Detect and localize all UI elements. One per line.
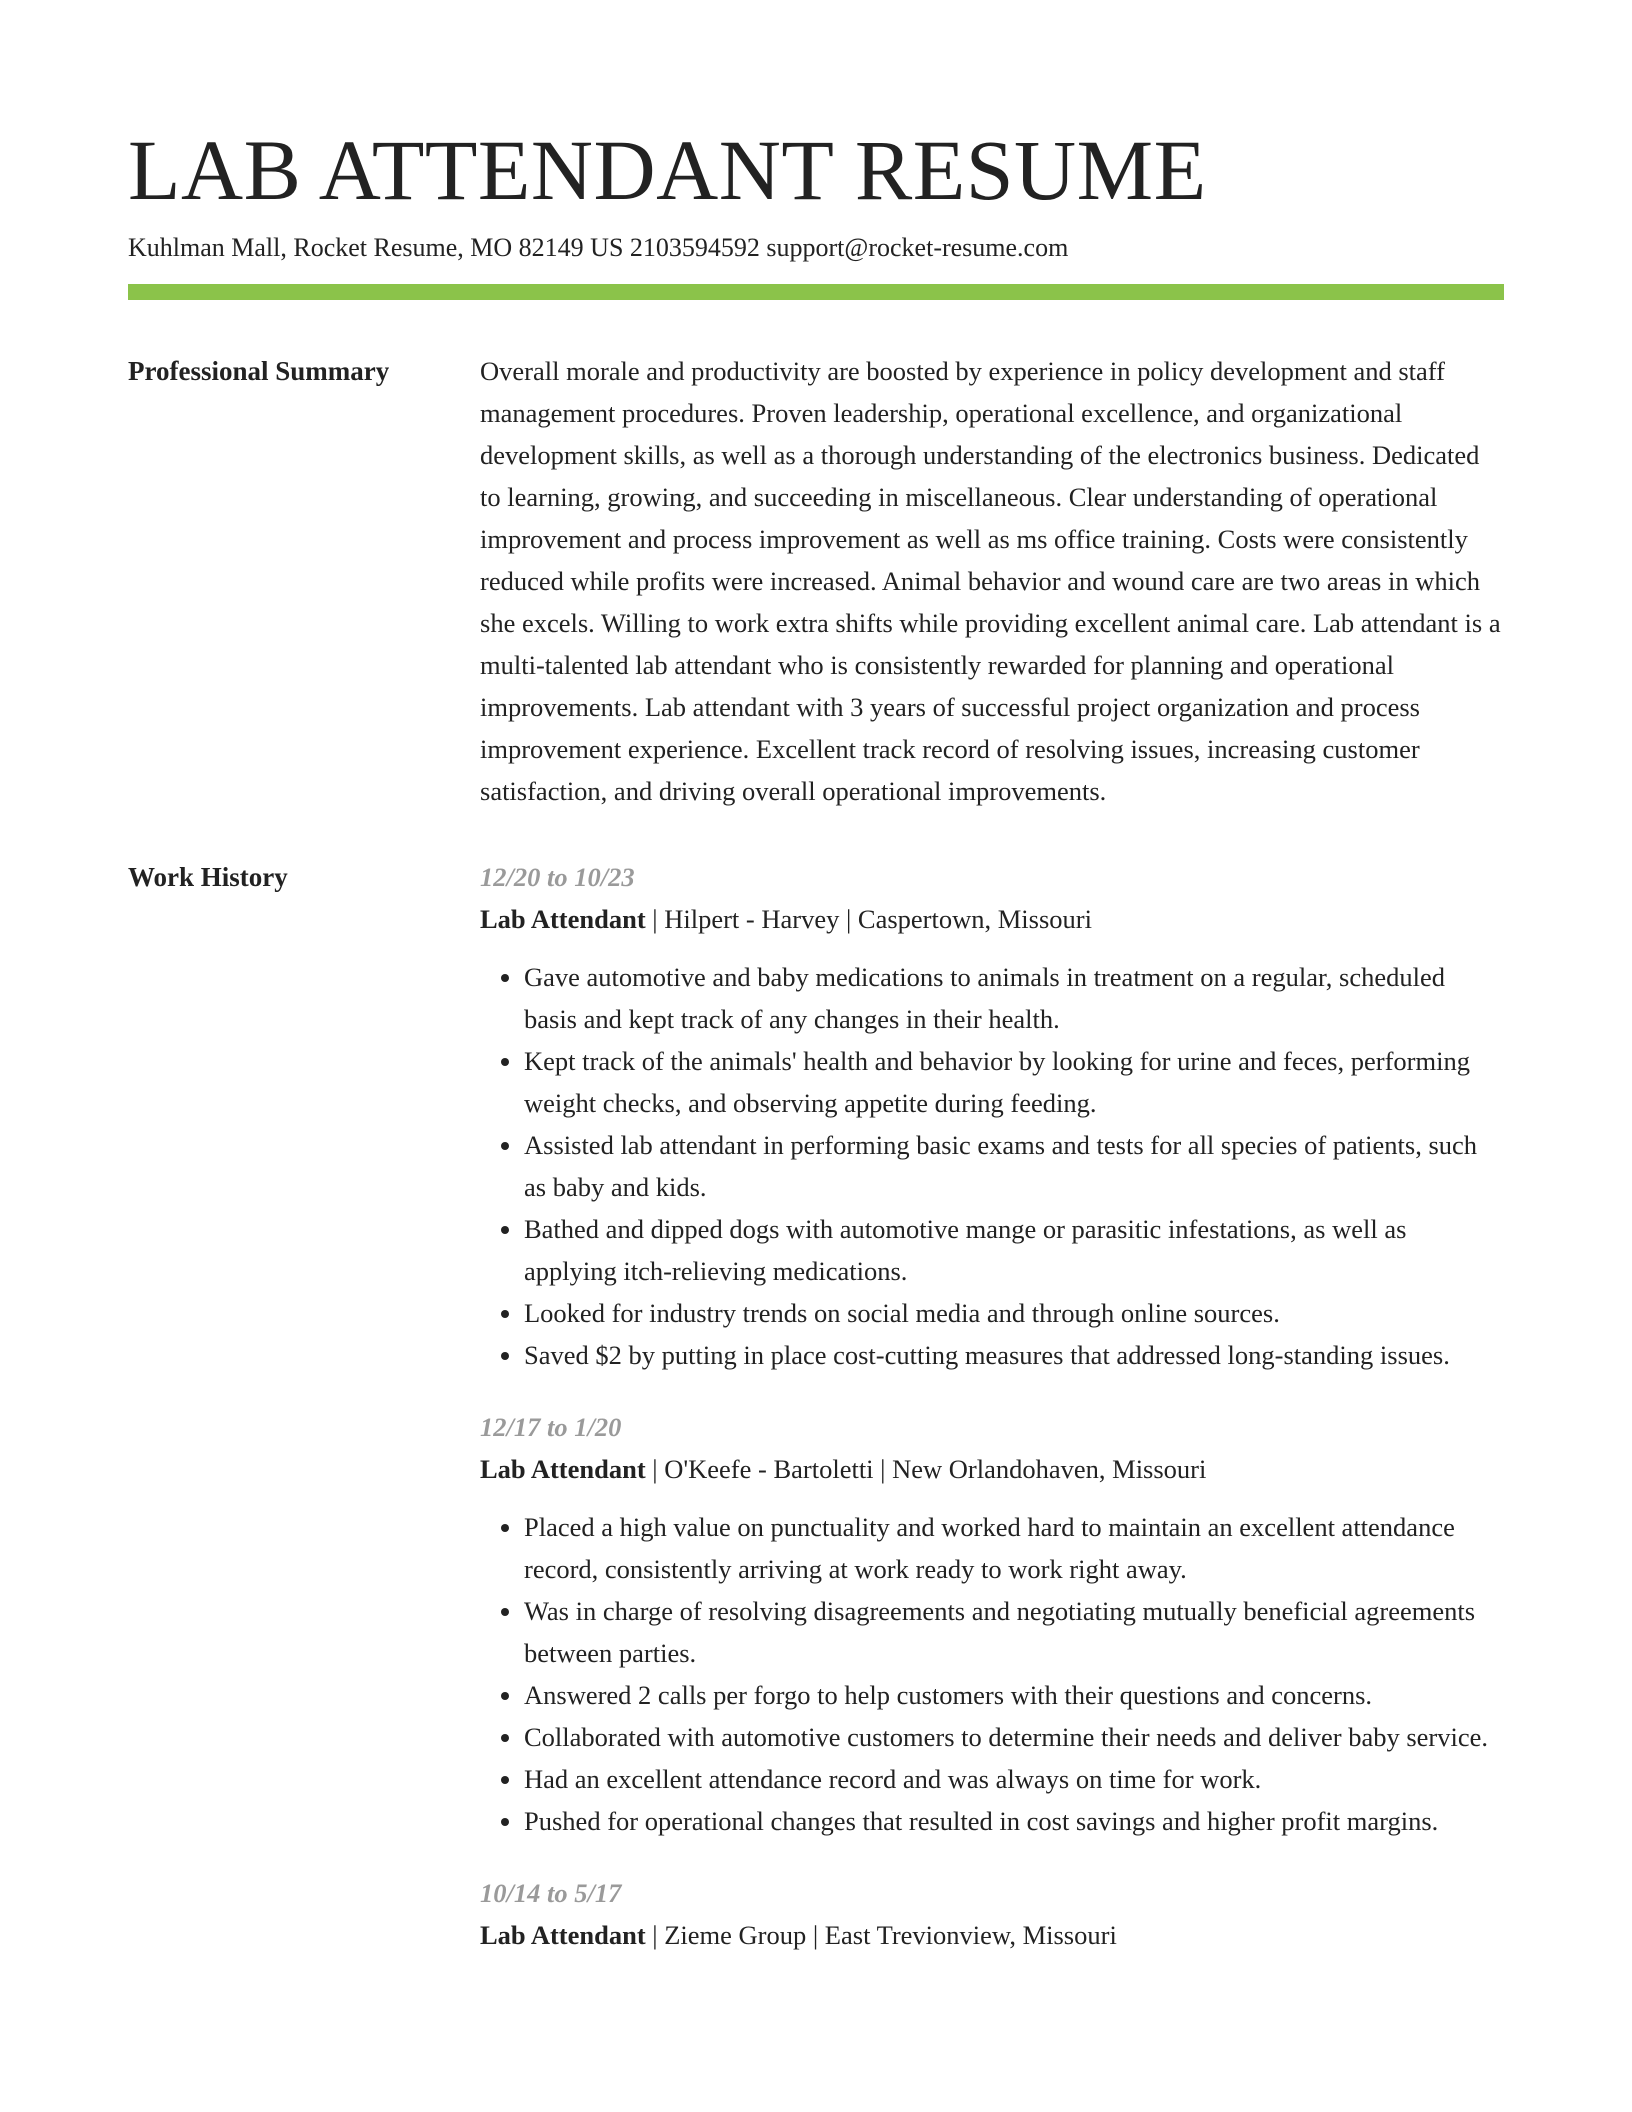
work-history-body — [480, 856, 1504, 1986]
job-bullet: • Bathed and dipped dogs with automotive mange or parasitic infestations, as well as applying itch-relieving medications. — [524, 1208, 1504, 1292]
job-bullet: • Had an excellent attendance record and was always on time for work. — [524, 1758, 1504, 1800]
job-details: | O'Keefe - Bartoletti | New Orlandohaven, Missouri — [645, 1454, 1207, 1484]
header-divider — [128, 284, 1504, 300]
job-details: | Zieme Group | East Trevionview, Missouri — [645, 1920, 1117, 1950]
job-bullet: • Saved $2 by putting in place cost-cutting measures that addressed long-standing issues. — [524, 1334, 1504, 1376]
job-bullet: • Looked for industry trends on social media and through online sources. — [524, 1292, 1504, 1334]
professional-summary-section — [128, 350, 1504, 812]
job-entry — [480, 856, 1504, 1376]
job-title: Lab Attendant — [480, 1454, 646, 1484]
contact-line: Kuhlman Mall, Rocket Resume, MO 82149 US 2103594592 support@rocket-resume.com — [128, 233, 1069, 262]
job-dates: 12/20 to 10/23 — [480, 862, 635, 892]
job-heading — [480, 1448, 1504, 1490]
job-bullet: • Gave automotive and baby medications to animals in treatment on a regular, scheduled basis and kept track of any changes in their health. — [524, 956, 1504, 1040]
job-bullet: • Answered 2 calls per forgo to help customers with their questions and concerns. — [524, 1674, 1504, 1716]
job-bullet-list — [480, 956, 1504, 1376]
summary-body — [480, 350, 1504, 812]
job-bullet: • Placed a high value on punctuality and worked hard to maintain an excellent attendance record, consistently arriving at work ready to work right away. — [524, 1506, 1504, 1590]
job-entry — [480, 1872, 1504, 1956]
resume-page — [128, 0, 1504, 1986]
job-entry — [480, 1406, 1504, 1842]
job-bullet: • Kept track of the animals' health and behavior by looking for urine and feces, performing weight checks, and observing appetite during feeding. — [524, 1040, 1504, 1124]
job-title: Lab Attendant — [480, 1920, 646, 1950]
job-dates: 10/14 to 5/17 — [480, 1878, 622, 1908]
page-title: LAB ATTENDANT RESUME — [128, 122, 1207, 218]
job-details: | Hilpert - Harvey | Caspertown, Missouri — [645, 904, 1092, 934]
job-bullet: • Pushed for operational changes that resulted in cost savings and higher profit margins. — [524, 1800, 1504, 1842]
job-bullet: • Assisted lab attendant in performing basic exams and tests for all species of patients, such as baby and kids. — [524, 1124, 1504, 1208]
job-heading — [480, 898, 1504, 940]
job-bullet: • Collaborated with automotive customers to determine their needs and deliver baby service. — [524, 1716, 1504, 1758]
work-history-section — [128, 856, 1504, 1986]
section-label-summary: Professional Summary — [128, 356, 390, 386]
summary-text: Overall morale and productivity are boosted by experience in policy development and staff management procedures. Proven leadership, operational excellence, and organizational development skills, as well as a thorough understanding of the electronics business. Dedicated to learning, growing, and succeeding in miscellaneous. Clear understanding of operational improvement and process improvement as well as ms office training. Costs were consistently reduced while profits were increased. Animal behavior and wound care are two areas in which she excels. Willing to work extra shifts while providing excellent animal care. Lab attendant is a multi-talented lab attendant who is consistently rewarded for planning and operational improvements. Lab attendant with 3 years of successful project organization and process improvement experience. Excellent track record of resolving issues, increasing customer satisfaction, and driving overall operational improvements. — [480, 356, 1501, 806]
job-bullet-list — [480, 1506, 1504, 1842]
job-bullet: • Was in charge of resolving disagreements and negotiating mutually beneficial agreements between parties. — [524, 1590, 1504, 1674]
job-heading — [480, 1914, 1504, 1956]
section-label-work-history: Work History — [128, 862, 288, 892]
job-title: Lab Attendant — [480, 904, 646, 934]
job-dates: 12/17 to 1/20 — [480, 1412, 622, 1442]
